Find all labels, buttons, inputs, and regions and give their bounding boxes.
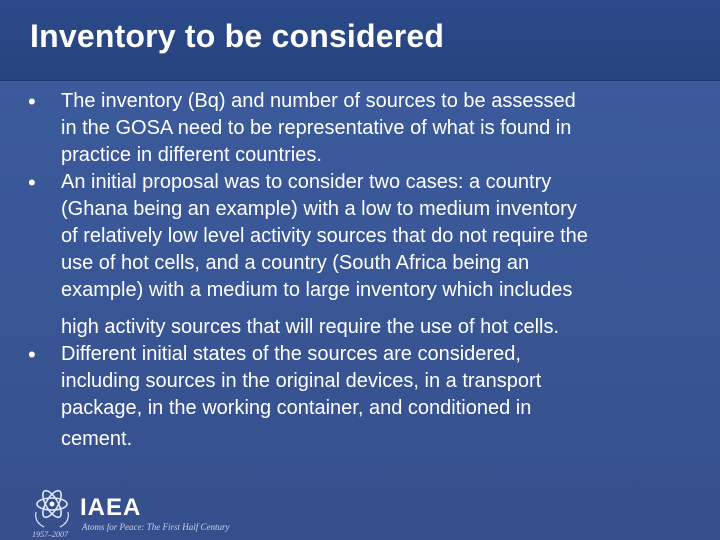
bullet-marker: • (28, 89, 36, 114)
bullet-line: in the GOSA need to be representative of what is found in (61, 117, 572, 139)
bullet-marker: • (28, 170, 36, 195)
bullet-marker: • (28, 342, 36, 367)
bullet-line: (Ghana being an example) with a low to medium inventory (61, 198, 577, 220)
bullet-line: Different initial states of the sources are considered, (61, 343, 521, 365)
bullet-line: use of hot cells, and a country (South Africa being an (61, 252, 530, 274)
atom-emblem-icon (30, 484, 74, 530)
bullet-item (28, 169, 698, 341)
bullet-text (61, 169, 698, 341)
iaea-logo (30, 484, 230, 540)
bullet-text (61, 341, 698, 453)
bullet-list (28, 88, 698, 453)
logo-tagline: Atoms for Peace: The First Half Century (82, 522, 230, 532)
bullet-line: practice in different countries. (61, 144, 322, 166)
bullet-line: cement. (61, 428, 133, 450)
bullet-text (61, 88, 698, 169)
bullet-item (28, 88, 698, 169)
bullet-line: example) with a medium to large inventory which includes (61, 279, 573, 301)
bullet-line: including sources in the original devices, in a transport (61, 370, 542, 392)
bullet-line: high activity sources that will require the use of hot cells. (61, 316, 560, 338)
slide-title: Inventory to be considered (30, 18, 445, 54)
bullet-item (28, 341, 698, 453)
bullet-line: An initial proposal was to consider two cases: a country (61, 171, 552, 193)
bullet-line: package, in the working container, and conditioned in (61, 397, 532, 419)
bullet-line: of relatively low level activity sources that do not require the (61, 225, 588, 247)
title-bar (0, 0, 720, 81)
logo-wordmark: IAEA (80, 494, 142, 521)
logo-years: 1957–2007 (32, 530, 68, 539)
bullet-line: The inventory (Bq) and number of sources to be assessed (61, 90, 576, 112)
